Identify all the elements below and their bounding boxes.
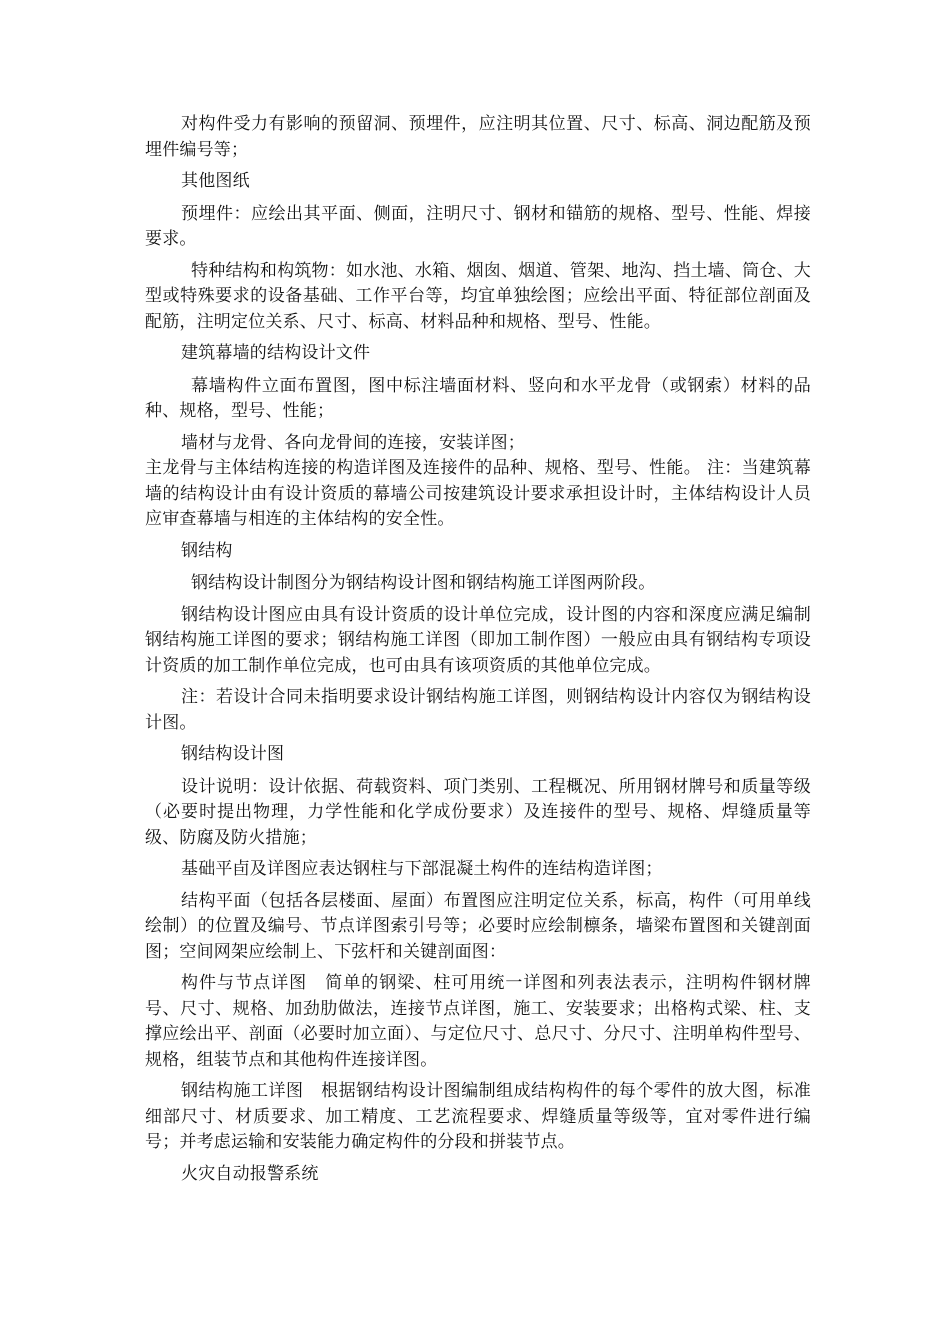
paragraph-curtain-wall-layout: 幕墙构件立面布置图，图中标注墙面材料、竖向和水平龙骨（或钢索）材料的品种、规格，型号、性能； [145, 375, 811, 421]
heading-fire-alarm-system: 火灾自动报警系统 [181, 1163, 319, 1184]
paragraph-design-description: 设计说明：设计依据、荷载资料、项门类别、工程概况、所用钢材牌号和质量等级（必要时提出物理，力学性能和化学成份要求）及连接件的型号、规格、焊缝质量等级、防腐及防火措施； [145, 776, 811, 848]
paragraph-steel-shop-drawings: 钢结构施工详图 根据钢结构设计图编制组成结构构件的每个零件的放大图，标准细部尺寸、材质要求、加工精度、工艺流程要求、焊缝质量等级等，宜对零件进行编号；并考虑运输和安装能力确定构件的分段和拼装节点。 [145, 1081, 811, 1152]
paragraph-special-structures: 特种结构和构筑物：如水池、水箱、烟囱、烟道、管架、地沟、挡土墙、筒仓、大型或特殊要求的设备基础、工作平台等，均宜单独绘图；应绘出平面、特征部位剖面及配筋，注明定位关系、尺寸、标高、材料品种和规格、型号、性能。 [145, 260, 811, 332]
paragraph-steel-design-responsibility: 钢结构设计图应由具有设计资质的设计单位完成，设计图的内容和深度应满足编制钢结构施工详图的要求；钢结构施工详图（即加工制作图）一般应由具有钢结构专项设计资质的加工制作单位完成，也可由具有该项资质的其他单位完成。 [145, 604, 811, 676]
document-body [145, 112, 811, 1194]
paragraph-steel-note: 注：若设计合同未指明要求设计钢结构施工详图，则钢结构设计内容仅为钢结构设计图。 [145, 687, 811, 733]
heading-steel-structure: 钢结构 [181, 540, 233, 561]
paragraph-embedded-openings: 对构件受力有影响的预留洞、预埋件，应注明其位置、尺寸、标高、洞边配筋及预埋件编号等； [145, 114, 811, 160]
heading-steel-design-drawings: 钢结构设计图 [181, 744, 285, 764]
heading-other-drawings: 其他图纸 [181, 171, 250, 191]
paragraph-structural-plan: 结构平面（包括各层楼面、屋面）布置图应注明定位关系，标高，构件（可用单线绘制）的位置及编号、节点详图索引号等；必要时应绘制檩条，墙梁布置图和关键剖面图；空间网架应绘制上、下弦杆和关键剖面图： [145, 890, 811, 962]
paragraph-foundation-plan: 基础平卣及详图应表达钢柱与下部混凝土构件的连结构造详图； [181, 859, 663, 879]
paragraph-embedded-parts: 预埋件：应绘出其平面、侧面，注明尺寸、钢材和锚筋的规格、型号、性能、焊接要求。 [145, 203, 811, 249]
heading-curtain-wall: 建筑幕墙的结构设计文件 [181, 343, 371, 363]
paragraph-wall-keel-connection: 墙材与龙骨、各向龙骨间的连接，安装详图； [181, 432, 525, 453]
paragraph-main-keel-connection: 主龙骨与主体结构连接的构造详图及连接件的品种、规格、型号、性能。 注：当建筑幕墙的结构设计由有设计资质的幕墙公司按建筑设计要求承担设计时，主体结构设计人员应审查幕墙与相连的主体结构的安全性。 [145, 458, 811, 529]
paragraph-component-details: 构件与节点详图 简单的钢梁、柱可用统一详图和列表法表示，注明构件钢材牌号、尺寸、规格、加劲肋做法，连接节点详图，施工、安装要求；出格构式梁、柱、支撑应绘出平、剖面（必要时加立面）、与定位尺寸、总尺寸、分尺寸、注明单构件型号、规格，组装节点和其他构件连接详图。 [145, 973, 811, 1070]
paragraph-steel-stages: 钢结构设计制图分为钢结构设计图和钢结构施工详图两阶段。 [191, 573, 656, 593]
